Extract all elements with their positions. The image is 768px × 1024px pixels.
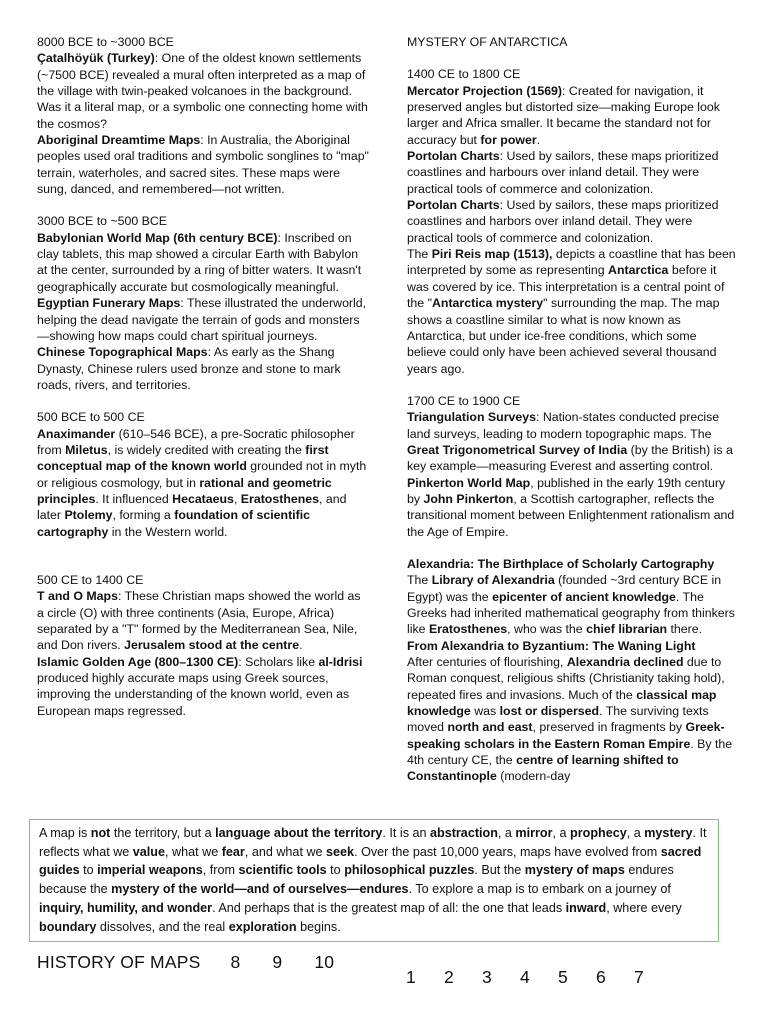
bold-text: Babylonian World Map (6th century BCE) [37,230,278,245]
bold-text: Antarctica [608,263,669,278]
paragraph [37,588,369,653]
bold-text: exploration [228,919,297,934]
bold-text: Ptolemy [64,508,113,523]
paragraph [37,230,369,295]
bold-text: T and O Maps [37,589,118,604]
paragraph [37,132,369,197]
bold-text: From Alexandria to Byzantium: The Waning Light [407,638,696,653]
text-run: , a [552,826,571,840]
bold-text: classical map knowledge [407,687,717,719]
page-number-link[interactable]: 7 [634,967,644,987]
paragraph [407,148,737,197]
text-run: . By the 4th century CE, the [407,736,733,768]
text-run: (by the British) is a key example—measuring Everest and asserting control. [407,442,733,474]
bold-text: value [132,844,166,859]
text-run: before it was covered by ice. This interpretation is a central point of the " [407,263,725,311]
text-run: . Over the past 10,000 years, maps have evolved from [354,844,661,859]
text-run: , a Scottish cartographer, reflects the transitional moment between Enlightenment rationalism and the Age of Empire. [407,491,735,539]
text-run: . The Greeks had inherited mathematical geography from thinkers like [407,589,735,637]
page-number-link[interactable]: 8 [230,952,241,972]
text-run: . It is an [382,826,431,840]
page-number-link[interactable]: 5 [558,967,568,987]
text-run: . The surviving texts moved [407,704,709,735]
footer-right [406,967,654,988]
bold-text: mirror [515,826,553,840]
text-run: . [299,638,303,653]
bold-text: fear [221,844,245,859]
paragraph [407,246,737,377]
bold-text: Pinkerton World Map [407,475,531,490]
text-run: to [79,863,98,878]
text-run: After centuries of flourishing, [407,655,567,670]
bold-text: philosophical puzzles [344,863,475,878]
text-run: , what we [165,844,222,859]
bold-text: Hecataeus [172,491,234,506]
bold-text: inquiry, humility, and wonder [39,900,213,915]
bold-text: Alexandria declined [566,655,684,670]
bold-text: Greek-speaking scholars in the Eastern Roman Empire [407,720,725,751]
text-run: : Used by sailors, these maps prioritized coastlines and harbours over inland detail. They were practical tools of commerce and colonization. [407,149,719,196]
bold-text: epicenter of ancient knowledge [492,589,676,604]
page-number-link[interactable]: 2 [444,967,454,987]
left-column [37,34,369,719]
text-run: was [470,704,500,719]
bold-text: Antarctica mystery [431,296,544,311]
bold-text: foundation of scientific cartography [37,508,311,539]
text-run: , where every [606,900,682,915]
page-number-link[interactable]: 10 [314,952,335,972]
bold-text: Miletus [65,442,108,457]
spacer [37,393,369,409]
bold-text: Mercator Projection (1569) [407,83,563,98]
era-heading: 3000 BCE to ~500 BCE [37,214,168,229]
page-number-link[interactable]: 4 [520,967,530,987]
paragraph [407,475,737,540]
text-run: " surrounding the map. The map shows a coastline similar to what is now known as Antarctica, but under ice-free conditions, which some believe could only have been achieved several thousand years ago. [407,296,720,376]
bold-text: mystery [644,826,693,840]
text-run: : One of the oldest known settlements (~7500 BCE) revealed a mural often interpreted as a map of the village with twin-peaked volcanoes in the background. Was it a literal map, or a symbolic one connecting home with the cosmos? [37,51,368,131]
paragraph [407,197,737,246]
page-number-link[interactable]: 1 [406,967,416,987]
paragraph [407,572,737,637]
bold-text: north and east [447,720,533,735]
era-heading: MYSTERY OF ANTARCTICA [407,35,568,49]
text-run: : In Australia, the Aboriginal peoples used oral traditions and symbolic songlines to "map" terrain, waterholes, and sacred sites. These maps were sung, danced, and remembered—not written. [37,133,369,197]
bold-text: Great Trigonometrical Survey of India [407,442,628,457]
text-run: . It influenced [95,491,173,506]
text-run: , a [497,826,516,840]
bold-text: chief librarian [586,622,668,637]
text-run: , from [202,863,239,878]
text-run: : These Christian maps showed the world as a circle (O) with three continents (Asia, Europe, Africa) separated by a "T" formed by the Mediterranean Sea, Nile, and Don rivers. [37,589,361,653]
bold-text: mystery of the world—and of ourselves—endures [111,882,409,897]
page-number-link[interactable]: 3 [482,967,492,987]
text-run: , is widely credited with creating the [107,442,306,457]
text-run: : Inscribed on clay tablets, this map showed a circular Earth with Babylon at the center, surrounded by a ring of bitter waters. It wasn't geographically accurate but cosmologically meaningful. [37,230,362,294]
text-run: the territory, but a [110,826,216,840]
bold-text: Alexandria: The Birthplace of Scholarly Cartography [407,556,715,571]
bold-text: Çatalhöyük (Turkey) [37,51,155,66]
text-run: . But the [474,863,525,878]
text-run: (610–546 BCE), a pre-Socratic philosopher from [37,426,355,457]
bold-text: sacred guides [39,844,702,878]
bold-text: seek [326,844,355,859]
era-heading: 1700 CE to 1900 CE [407,393,521,408]
spacer [37,197,369,213]
text-run: , published in the early 19th century by [407,475,726,506]
text-run: : Nation-states conducted precise land surveys, leading to modern topographic maps. The [407,410,720,441]
text-run: , who was the [507,622,587,637]
spacer [407,540,737,556]
bold-text: lost or dispersed [499,704,600,719]
bold-text: Triangulation Surveys [407,410,536,425]
page-number-link[interactable]: 6 [596,967,606,987]
era-heading: 1400 CE to 1800 CE [407,67,521,82]
bold-text: John Pinkerton [423,491,514,506]
bold-text: Piri Reis map (1513), [431,247,553,262]
paragraph [37,654,369,719]
text-run: , preserved in fragments by [532,720,686,735]
bold-text: inward [565,900,607,915]
text-run: (modern-day [496,769,571,784]
text-run: . To explore a map is to embark on a journey of [408,882,671,897]
bold-text: imperial weapons [97,863,203,878]
bold-text: boundary [39,919,97,934]
paragraph [407,409,737,474]
bold-text: Portolan Charts [407,198,500,213]
bold-text: Anaximander [37,426,116,441]
text-run: A map is [39,826,91,840]
text-run: The [407,573,432,588]
text-run: : As early as the Shang Dynasty, Chinese rulers used bronze and stone to mark roads, rivers, and territories. [37,345,341,392]
paragraph [37,295,369,344]
footer-left [37,952,334,973]
paragraph [407,638,737,654]
text-run: . It reflects what we [39,826,707,859]
spacer [407,50,737,66]
text-run: , and later [37,491,347,523]
bold-text: Jerusalem stood at the centre [124,638,300,653]
text-run: The [407,247,432,262]
era-heading: 500 BCE to 500 CE [37,410,145,425]
text-run: (founded ~3rd century BCE in Egypt) was the [407,573,722,604]
text-run: produced highly accurate maps using Greek sources, improving the understanding of the known world, even as European maps regressed. [37,671,350,718]
bold-text: mystery of maps [524,863,625,878]
era-heading: 8000 BCE to ~3000 BCE [37,35,174,49]
bold-text: rational and geometric principles [37,475,332,506]
bold-text: first conceptual map of the known world [37,442,329,474]
bold-text: abstraction [430,826,498,840]
footer-title: HISTORY OF MAPS [37,952,201,972]
bold-text: Eratosthenes [240,491,320,506]
right-column [407,34,737,818]
paragraph [407,556,737,572]
text-run: in the Western world. [108,524,228,539]
text-run: begins. [296,919,341,934]
text-run: , [233,491,241,506]
text-run: endures because the [39,863,674,897]
text-run: : Used by sailors, these maps prioritized coastlines and harbors over inland detail. They were practical tools of commerce and colonization. [407,198,719,245]
bold-text: not [90,826,111,840]
paragraph [37,50,369,132]
page-number-link[interactable]: 9 [272,952,283,972]
text-run: , and what we [244,844,327,859]
bold-text: prophecy [570,826,627,840]
text-run: . [536,132,541,147]
text-run: due to Roman conquest, religious shifts (Christianity taking hold), repeated fires and invasions. Much of the [407,655,725,702]
text-run: , a [626,826,645,840]
text-run: dissolves, and the real [96,919,229,934]
text-run: . And perhaps that is the greatest map of all: the one that leads [212,900,566,915]
bold-text: scientific tools [238,863,327,878]
era-heading: 500 CE to 1400 CE [37,572,144,587]
text-run: : Scholars like [238,654,319,669]
text-run: to [326,863,345,878]
bold-text: Library of Alexandria [431,573,555,588]
bold-text: Eratosthenes [428,622,508,637]
paragraph [407,83,737,148]
paragraph [407,654,737,785]
paragraph [37,344,369,393]
bold-text: language about the territory [215,826,383,840]
bold-text: Islamic Golden Age (800–1300 CE) [37,654,239,669]
bold-text: for power [480,132,537,147]
paragraph [37,426,369,540]
bold-text: Egyptian Funerary Maps [37,296,181,311]
text-run: grounded not in myth or religious cosmology, but in [37,459,367,490]
spacer [407,377,737,393]
text-run: : These illustrated the underworld, helping the dead navigate the terrain of gods and monsters—showing how maps could chart spiritual journeys. [37,296,367,343]
bold-text: Aboriginal Dreamtime Maps [37,133,201,148]
text-run: depicts a coastline that has been interpreted by some as representing [407,247,736,278]
text-run: there. [667,622,703,637]
spacer [37,540,369,572]
bold-text: Portolan Charts [407,149,500,164]
closing-quote-box [29,819,719,942]
bold-text: Chinese Topographical Maps [37,345,208,360]
text-run: : Created for navigation, it preserved angles but distorted size—making Europe look larger and Africa smaller. It became the standard not for accuracy but [407,83,720,147]
text-run: , forming a [112,508,175,523]
bold-text: al-Idrisi [318,654,363,669]
bold-text: centre of learning shifted to Constantinople [407,753,679,784]
